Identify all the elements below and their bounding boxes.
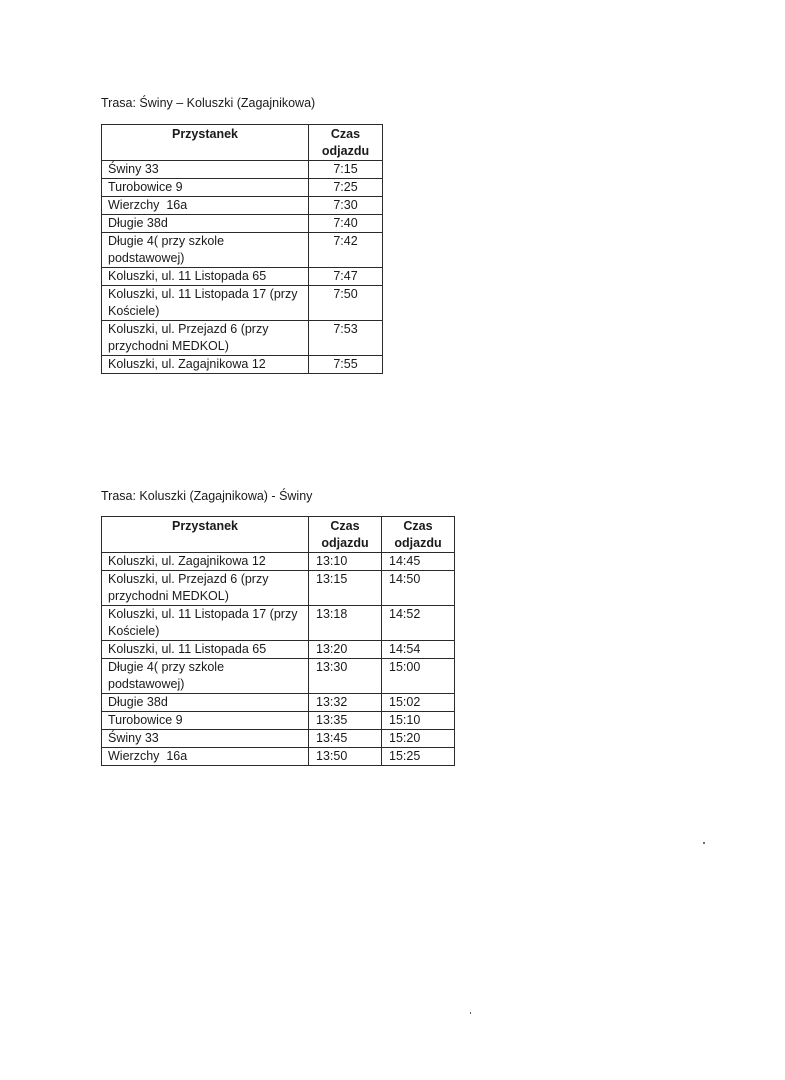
header-time-line2: odjazdu (321, 144, 370, 158)
departure-time: 7:55 (309, 356, 383, 374)
table-row (102, 730, 455, 748)
departure-time: 7:50 (309, 286, 383, 321)
timetable-route-1 (101, 124, 383, 374)
departure-time-1: 13:45 (309, 730, 382, 748)
stop-name: Świny 33 (102, 161, 309, 179)
stop-name: Wierzchy 16a (102, 197, 309, 215)
table-row (102, 179, 383, 197)
stop-name: Turobowice 9 (102, 712, 309, 730)
header-time-line1: Czas (330, 127, 361, 141)
departure-time: 7:15 (309, 161, 383, 179)
header-stop (102, 125, 309, 161)
departure-time: 7:25 (309, 179, 383, 197)
departure-time-1: 13:50 (309, 748, 382, 766)
departure-time-2: 15:10 (382, 712, 455, 730)
departure-time: 7:47 (309, 268, 383, 286)
stop-name: Koluszki, ul. Zagajnikowa 12 (102, 553, 309, 571)
departure-time-2: 15:25 (382, 748, 455, 766)
table-row (102, 641, 455, 659)
header-time-line2: odjazdu (394, 536, 442, 550)
table-row (102, 712, 455, 730)
stop-name: Wierzchy 16a (102, 748, 309, 766)
header-departure-time-1 (309, 517, 382, 553)
table-row (102, 571, 455, 606)
departure-time: 7:30 (309, 197, 383, 215)
departure-time-2: 15:02 (382, 694, 455, 712)
departure-time-1: 13:20 (309, 641, 382, 659)
table-row (102, 356, 383, 374)
stop-name: Koluszki, ul. 11 Listopada 65 (102, 641, 309, 659)
departure-time-1: 13:15 (309, 571, 382, 606)
departure-time-2: 15:20 (382, 730, 455, 748)
table-row (102, 161, 383, 179)
departure-time-2: 14:54 (382, 641, 455, 659)
departure-time: 7:53 (309, 321, 383, 356)
header-stop (102, 517, 309, 553)
header-stop-label: Przystanek (171, 519, 238, 533)
table-row (102, 233, 383, 268)
stop-name: Koluszki, ul. 11 Listopada 17 (przy Kościele) (102, 286, 309, 321)
table-row (102, 553, 455, 571)
stop-name: Długie 38d (102, 694, 309, 712)
stop-name: Długie 4( przy szkole podstawowej) (102, 233, 309, 268)
stop-name: Koluszki, ul. 11 Listopada 17 (przy Kościele) (102, 606, 309, 641)
table-header-row (102, 125, 383, 161)
departure-time-2: 14:52 (382, 606, 455, 641)
timetable-route-2 (101, 516, 455, 766)
departure-time-2: 15:00 (382, 659, 455, 694)
table-row (102, 659, 455, 694)
table-row (102, 606, 455, 641)
table-row (102, 286, 383, 321)
scan-speck (470, 1012, 471, 1014)
departure-time-1: 13:35 (309, 712, 382, 730)
stop-name: Długie 38d (102, 215, 309, 233)
stop-name: Długie 4( przy szkole podstawowej) (102, 659, 309, 694)
departure-time-1: 13:10 (309, 553, 382, 571)
route-title-1: Trasa: Świny – Koluszki (Zagajnikowa) (101, 96, 316, 110)
header-departure-time (309, 125, 383, 161)
stop-name: Koluszki, ul. Zagajnikowa 12 (102, 356, 309, 374)
table-row (102, 215, 383, 233)
departure-time-1: 13:18 (309, 606, 382, 641)
departure-time-2: 14:45 (382, 553, 455, 571)
stop-name: Koluszki, ul. Przejazd 6 (przy przychodni MEDKOL) (102, 321, 309, 356)
departure-time: 7:42 (309, 233, 383, 268)
route-title-2: Trasa: Koluszki (Zagajnikowa) - Świny (101, 489, 313, 503)
departure-time-1: 13:30 (309, 659, 382, 694)
scan-speck (703, 842, 705, 844)
table-row (102, 748, 455, 766)
table-row (102, 268, 383, 286)
table-row (102, 321, 383, 356)
stop-name: Koluszki, ul. Przejazd 6 (przy przychodni MEDKOL) (102, 571, 309, 606)
table-header-row (102, 517, 455, 553)
stop-name: Koluszki, ul. 11 Listopada 65 (102, 268, 309, 286)
table-row (102, 694, 455, 712)
departure-time-1: 13:32 (309, 694, 382, 712)
header-departure-time-2 (382, 517, 455, 553)
departure-time: 7:40 (309, 215, 383, 233)
table-row (102, 197, 383, 215)
stop-name: Świny 33 (102, 730, 309, 748)
departure-time-2: 14:50 (382, 571, 455, 606)
stop-name: Turobowice 9 (102, 179, 309, 197)
header-time-line2: odjazdu (321, 536, 369, 550)
header-time-line1: Czas (403, 519, 433, 533)
header-time-line1: Czas (330, 519, 360, 533)
header-stop-label: Przystanek (171, 127, 238, 141)
